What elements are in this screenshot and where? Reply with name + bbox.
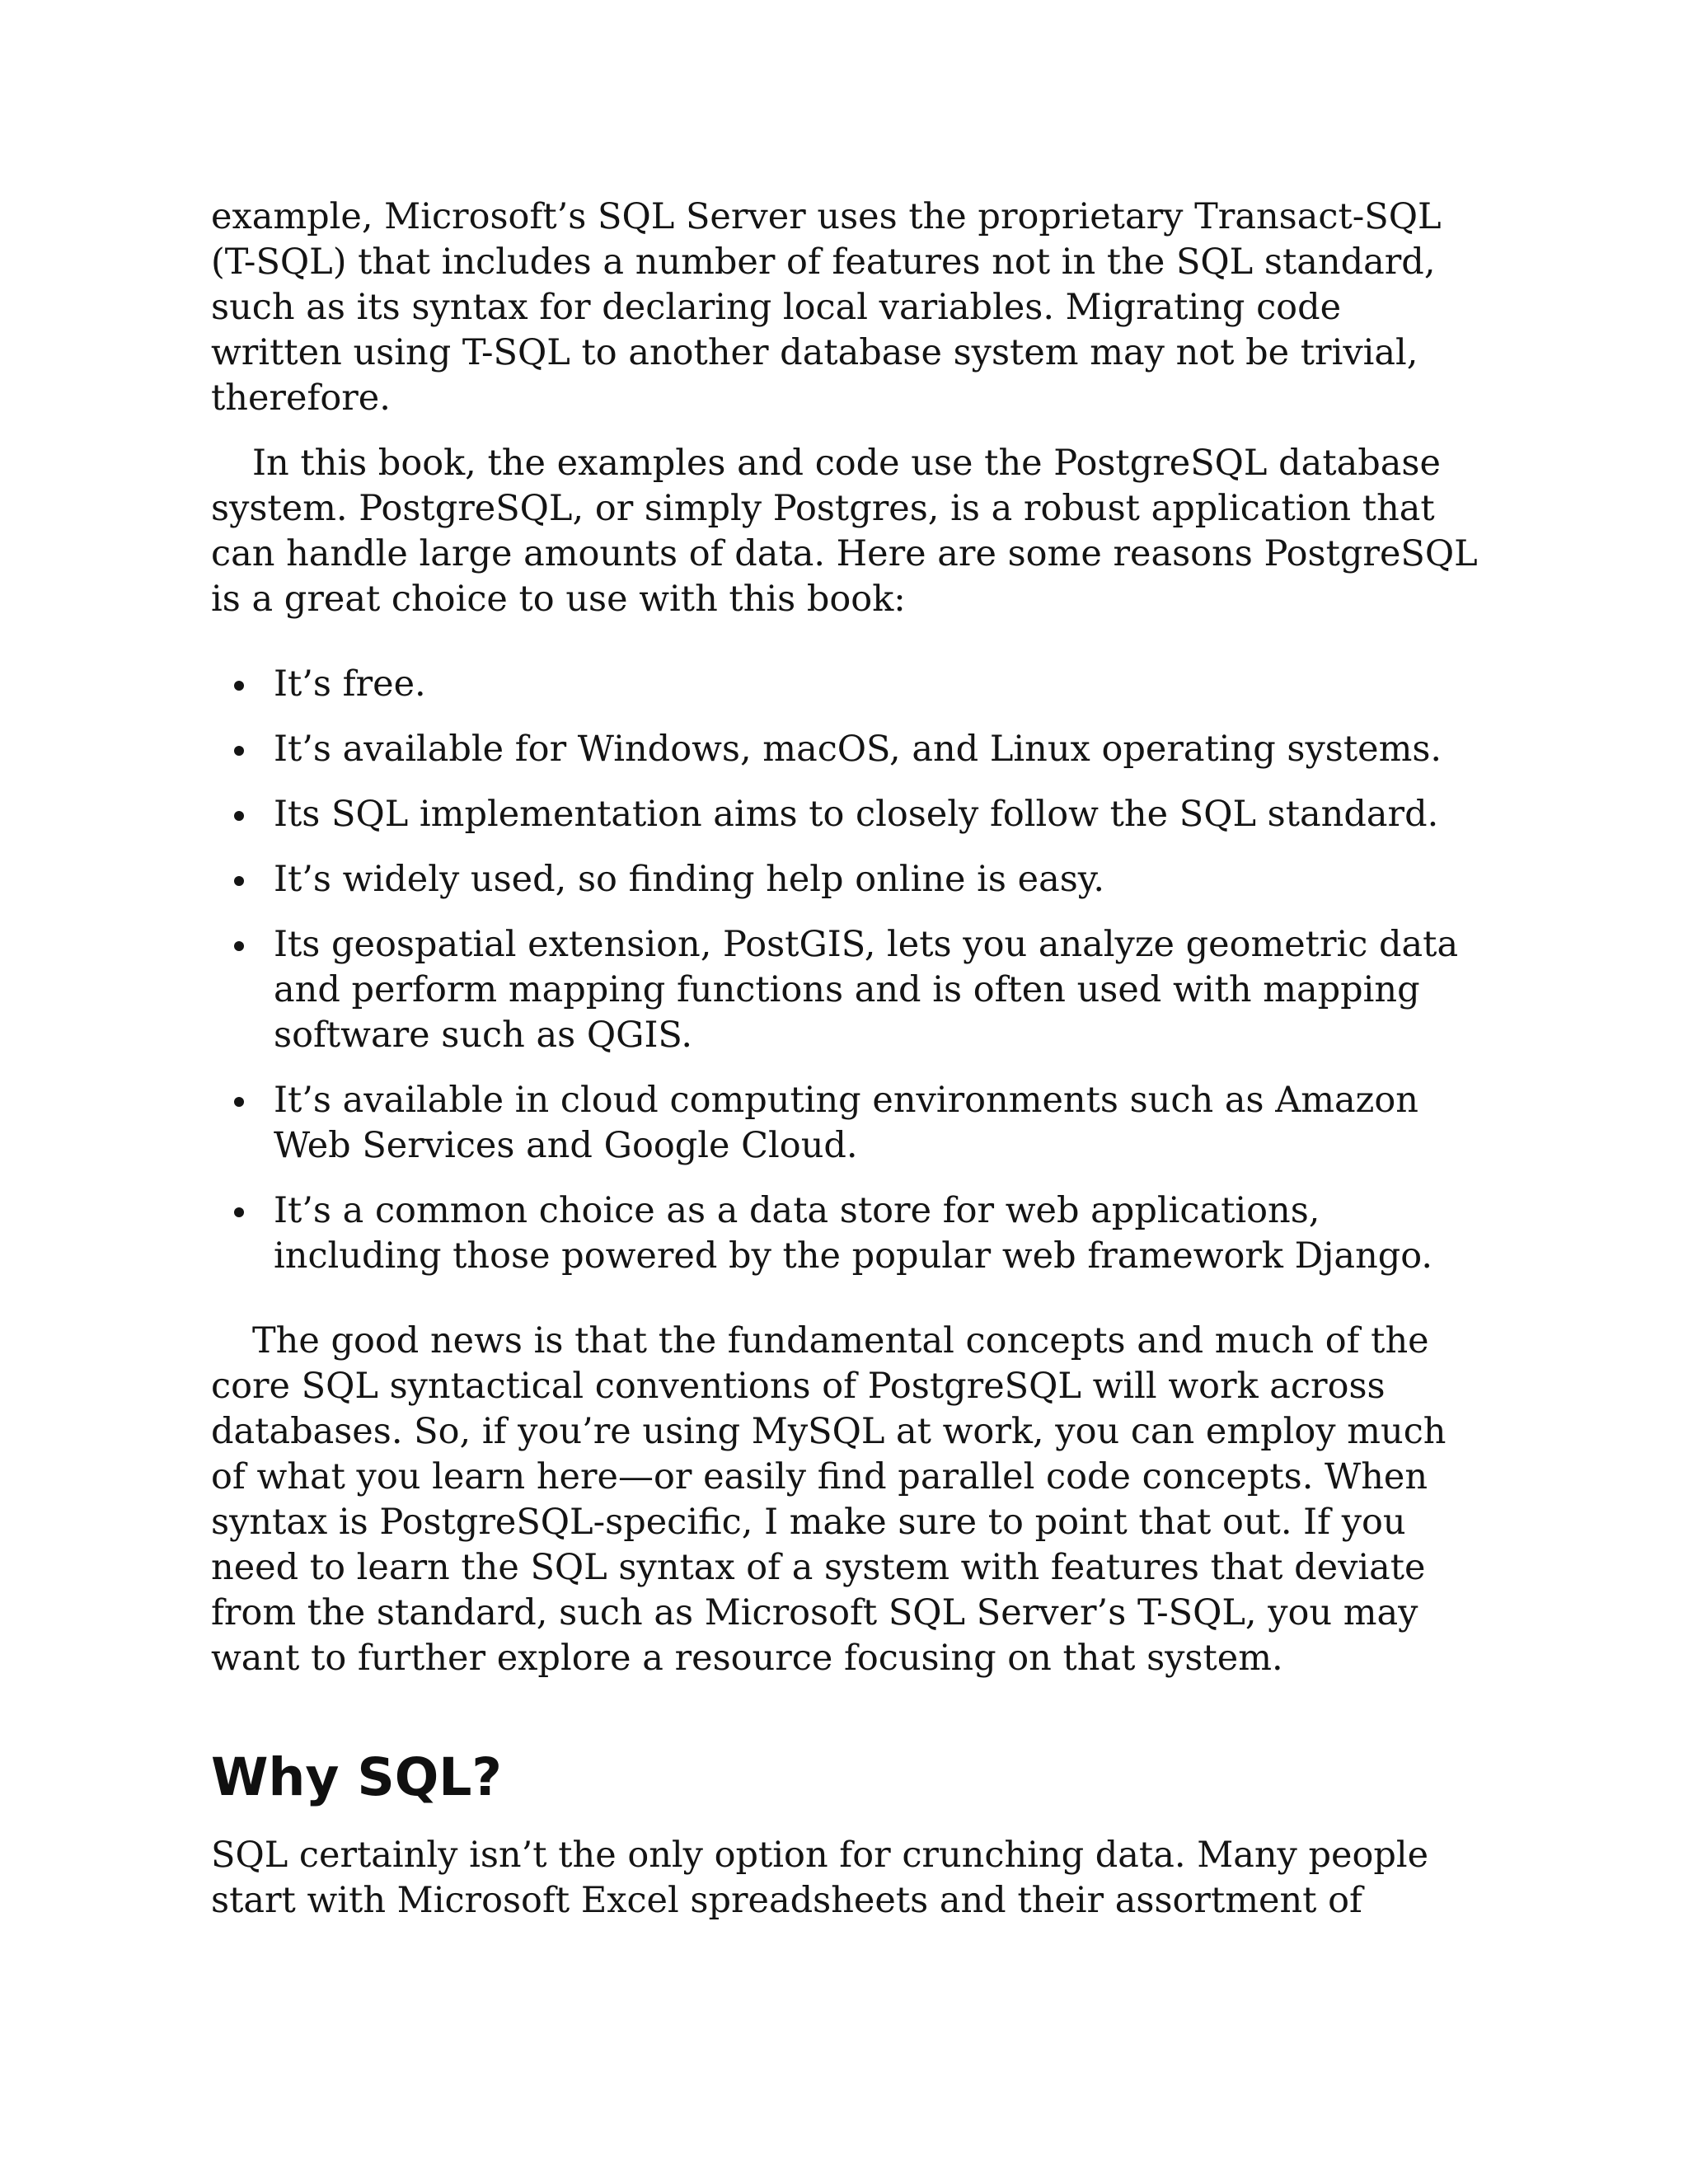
paragraph-postgresql-intro: In this book, the examples and code use the PostgreSQL database system. PostgreSQL, or simply Postgres, is a robust application that can handle large amounts of data. Here are some reasons PostgreSQL is a great choice to use with this book: [211,443,1478,620]
list-item-text: It’s available in cloud computing environments such as Amazon Web Services and Google Cloud. [274,1080,1418,1166]
paragraph-cross-database: The good news is that the fundamental concepts and much of the core SQL syntactical conventions of PostgreSQL will work across databases. So, if you’re using MySQL at work, you can employ much of what you learn here—or easily find parallel code concepts. When syntax is PostgreSQL-specific, I make sure to point that out. If you need to learn the SQL syntax of a system with features that deviate from the standard, such as Microsoft SQL Server’s T-SQL, you may want to further explore a resource focusing on that system. [211,1320,1447,1679]
paragraph-tsql: example, Microsoft’s SQL Server uses the proprietary Transact-SQL (T-SQL) that includes a number of features not in the SQL standard, such as its syntax for declaring local variables. Migrating code written using T-SQL to another database system may not be trivial, therefore. [211,196,1442,419]
section-heading-why-sql: Why SQL? [211,1747,502,1807]
list-item-text: Its geospatial extension, PostGIS, lets you analyze geometric data and perform mapping functions and is often used with mapping software such as QGIS. [274,924,1459,1056]
bullet-icon [234,811,244,821]
list-item [211,857,1480,902]
list-item-text: It’s free. [274,663,426,705]
list-item-text: Its SQL implementation aims to closely follow the SQL standard. [274,794,1439,835]
paragraph-why-sql: SQL certainly isn’t the only option for crunching data. Many people start with Microsoft Excel spreadsheets and their assortment of [211,1835,1429,1921]
list-item [211,792,1480,837]
list-item-text: It’s widely used, so finding help online is easy. [274,859,1105,900]
list-item [211,727,1480,772]
bullet-icon [234,941,244,951]
list-item [211,1188,1480,1279]
list-item [211,662,1480,707]
list-item [211,922,1480,1058]
bullet-icon [234,876,244,886]
bullet-icon [234,1207,244,1217]
document-page [211,194,1480,1924]
reasons-list [211,662,1480,1279]
bullet-icon [234,746,244,756]
bullet-icon [234,681,244,691]
list-item-text: It’s available for Windows, macOS, and Linux operating systems. [274,729,1442,770]
list-item [211,1078,1480,1169]
list-item-text: It’s a common choice as a data store for web applications, including those powered by the popular web framework Django. [274,1190,1433,1277]
bullet-icon [234,1097,244,1107]
